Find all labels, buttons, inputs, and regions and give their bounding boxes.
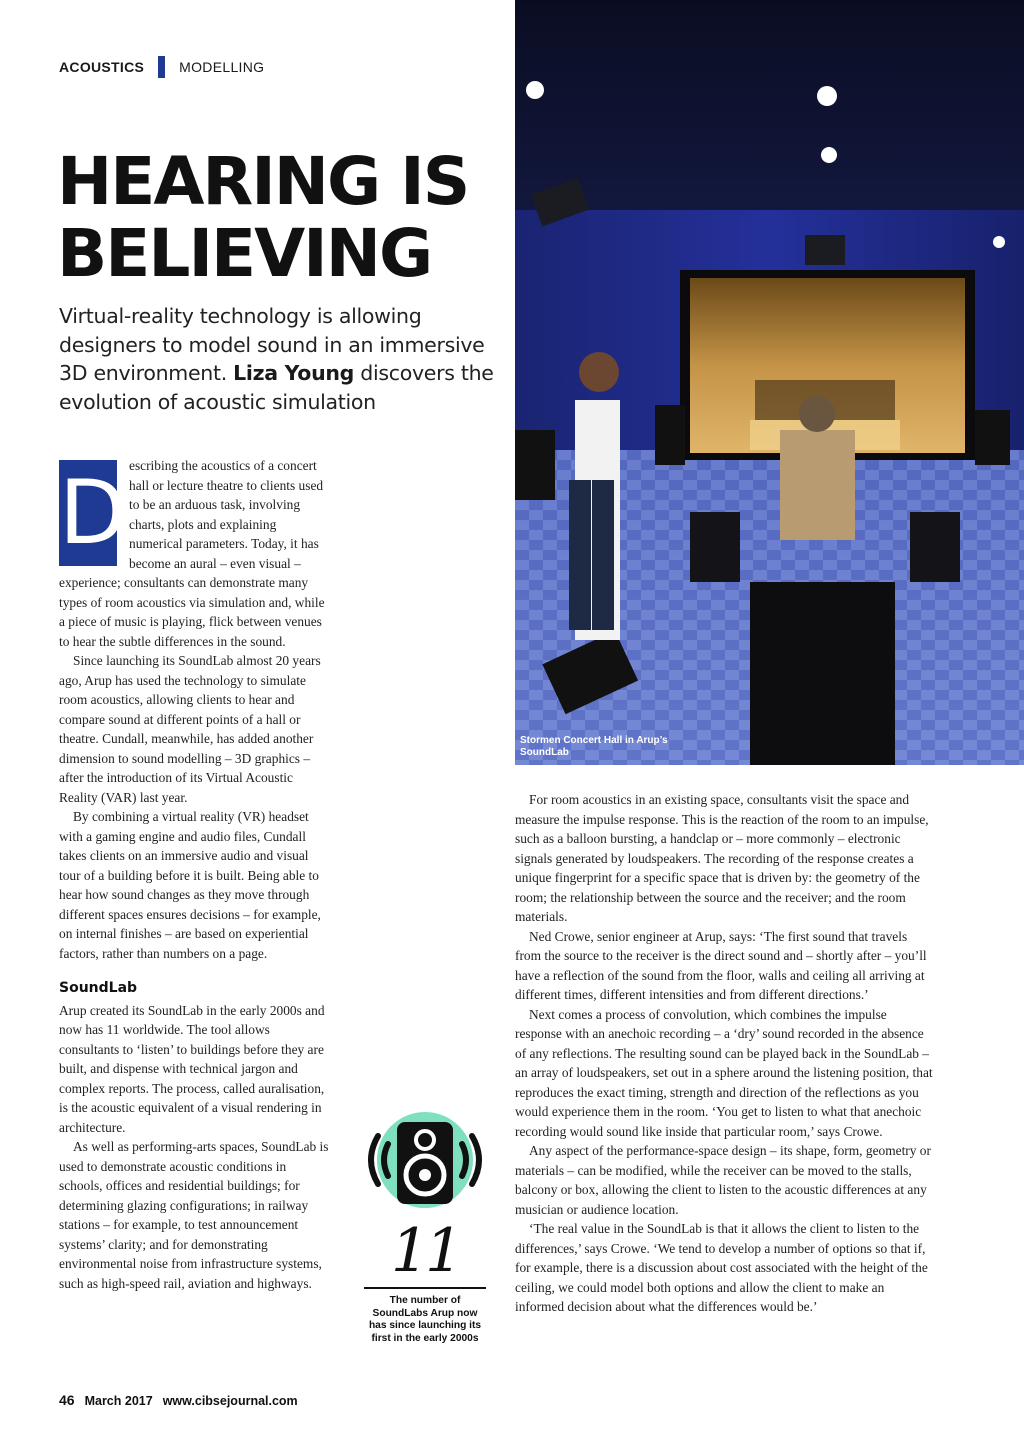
page-footer [59,1392,298,1408]
section-label: ACOUSTICS [59,59,145,75]
headline-line-1: HEARING IS [57,143,469,220]
left-column [59,456,331,1293]
paragraph: Ned Crowe, senior engineer at Arup, says: ‘The first sound that travels from the source to the receiver is the direct sound and – shortly after – you’ll have a reflection of the sound from the floor, walls and ceiling all arriving at different times, different intensities and from different directions.’ [515,928,927,1002]
paragraph: Since launching its SoundLab almost 20 years ago, Arup has used the technology to simulate room acoustics, allowing clients to hear and compare sound at different points of a hall or theatre. Cundall, meanwhile, has added another dimension to sound modelling – 3D graphics – after the introduction of its Virtual Acoustic Reality (VAR) last year. [59,653,321,805]
standfirst-tail: discovers the evolution of acoustic simulation [59,361,494,414]
stat-divider [364,1287,486,1289]
subsection-label: MODELLING [179,59,265,75]
section-header [59,56,264,78]
subheading: SoundLab [59,980,138,996]
soundlab-photo [515,0,1024,765]
drop-cap: D [59,461,127,564]
photo-caption: Stormen Concert Hall in Arup’s SoundLab [520,735,668,758]
article-headline [57,143,497,292]
issue-date: March 2017 [84,1394,153,1408]
standfirst [59,302,499,416]
website-url: www.cibsejournal.com [162,1394,298,1408]
speaker-icon [356,1110,494,1210]
paragraph-intro-text: escribing the acoustics of a concert hall or lecture theatre to clients used to be an arduous task, involving charts, plots and explaining numerical parameters. Today, it has become an aural – even visual – experience; consultants can demonstrate many types of room acoustics via simulation and, while a piece of music is playing, flick between venues to hear the subtle differences in the sound. [59,458,325,649]
standfirst-text: Virtual-reality technology is allowing designers to model sound in an immersive 3D environment. [59,304,485,385]
stat-number: 11 [390,1216,460,1286]
paragraph: Next comes a process of convolution, which combines the impulse response with an anechoic recording – a ‘dry’ sound recorded in the absence of any reflections. The resulting sound can be played back in the SoundLab – an array of loudspeakers, set out in a sphere around the listening position, that reproduces the exact timing, strength and direction of the reflections as you would experience them in the room. ‘You get to listen to what that anechoic recording would sound like inside that particular room,’ says Crowe. [515,1006,933,1139]
paragraph: Arup created its SoundLab in the early 2000s and now has 11 worldwide. The tool allows consultants to ‘listen’ to buildings before they are built, and dispense with technical jargon and complex reports. The process, called auralisation, is the acoustic equivalent of a visual rendering in architecture. [59,1002,325,1135]
paragraph-intro [59,456,331,651]
headline-line-2: BELIEVING [57,215,432,292]
paragraph: As well as performing-arts spaces, SoundLab is used to demonstrate acoustic conditions in schools, offices and residential buildings; for determining glazing configurations; in railway stations – for example, to test announcement systems’ clarity; and for demonstrating environmental noise from infrastructure systems, such as high-speed rail, aviation and highways. [59,1139,329,1291]
paragraph: ‘The real value in the SoundLab is that it allows the client to listen to the differences,’ says Crowe. ‘We tend to develop a number of options so that if, for example, there is a discussion about cost associated with the height of the ceiling, we could model both options and allow the client to make an informed decision about what the differences would be.’ [515,1221,928,1314]
paragraph: Any aspect of the performance-space design – its shape, form, geometry or materials – can be modified, while the receiver can be moved to the stalls, balcony or box, allowing the client to listen to the acoustic differences at any musician or audience location. [515,1143,931,1217]
paragraph: By combining a virtual reality (VR) headset with a gaming engine and audio files, Cundall takes clients on an immersive audio and visual tour of a building before it is built. Being able to hear how sound changes as they move through different spaces ensures decisions – for example, on internal finishes – are based on experiential factors, rather than numbers on a page. [59,809,321,961]
author-name: Liza Young [233,361,355,385]
soundlab-photo-illustration [515,0,1024,765]
right-column [515,790,935,1317]
paragraph: For room acoustics in an existing space, consultants visit the space and measure the impulse response. This is the reaction of the room to an impulse, such as a balloon bursting, a handclap or – more commonly – electronic signals generated by loudspeakers. The recording of the response creates a unique fingerprint for a specific space that is driven by: the geometry of the room; the relationship between the source and the receiver; and the room materials. [515,792,929,924]
stat-description: The number of SoundLabs Arup now has since launching its first in the early 2000s [368,1295,482,1344]
section-divider [158,56,165,78]
page-number: 46 [59,1392,75,1408]
stat-callout [356,1110,494,1345]
